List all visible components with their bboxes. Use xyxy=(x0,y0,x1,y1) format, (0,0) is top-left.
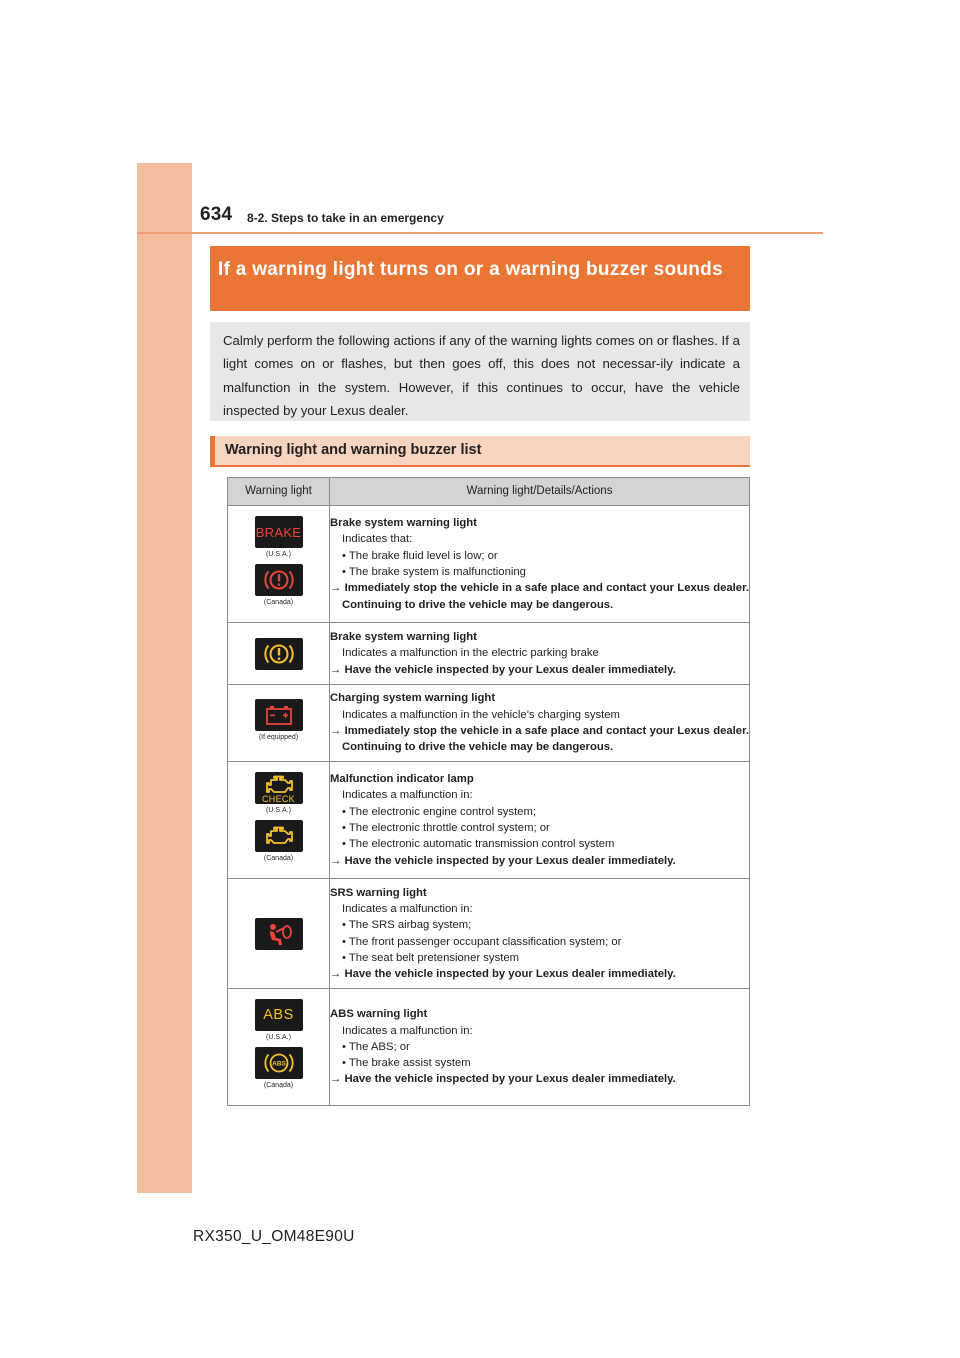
side-tab-band xyxy=(137,163,192,1193)
abs-text-label: ABS xyxy=(263,1006,294,1023)
column-header-details: Warning light/Details/Actions xyxy=(330,478,750,506)
warning-light-title: Brake system warning light xyxy=(330,517,477,530)
warning-light-bullet: • The brake assist system xyxy=(330,1055,749,1071)
brake-text-icon xyxy=(255,516,303,548)
table-row xyxy=(228,879,750,989)
warning-light-bullet: • The electronic automatic transmission control system xyxy=(330,836,749,852)
warning-light-title: Charging system warning light xyxy=(330,692,496,705)
table-row xyxy=(228,623,750,685)
intro-paragraph: Calmly perform the following actions if any of the warning lights comes on or flashes. If a light comes on or flashes, but then goes off, this does not necessar-ily indicate a malfunction in the system. However, if this continues to occur, have the vehicle inspected by your Lexus dealer. xyxy=(210,322,750,421)
icon-caption: (U.S.A.) xyxy=(266,551,291,558)
warning-light-bullet: • The ABS; or xyxy=(330,1039,749,1055)
warning-light-bullet: • The seat belt pretensioner system xyxy=(330,950,749,966)
table-header-row xyxy=(228,478,750,506)
engine-icon xyxy=(255,820,303,852)
warning-light-icons xyxy=(228,989,330,1106)
warning-light-icons xyxy=(228,506,330,623)
warning-light-action: → Have the vehicle inspected by your Lexus dealer immediately. xyxy=(330,853,749,869)
table-row xyxy=(228,989,750,1106)
warning-light-bullet: • The front passenger occupant classification system; or xyxy=(330,934,749,950)
brake-text-label: BRAKE xyxy=(255,524,302,540)
warning-light-action: → Have the vehicle inspected by your Lexus dealer immediately. xyxy=(330,662,749,678)
warning-light-details xyxy=(330,989,750,1106)
section-header: 8-2. Steps to take in an emergency xyxy=(247,211,444,225)
warning-light-bullet: • The brake fluid level is low; or xyxy=(330,548,749,564)
warning-light-title: Malfunction indicator lamp xyxy=(330,773,474,786)
warning-light-details xyxy=(330,685,750,762)
warning-light-title: Brake system warning light xyxy=(330,631,477,644)
warning-light-title: ABS warning light xyxy=(330,1008,428,1021)
icon-caption: (If equipped) xyxy=(258,734,299,741)
warning-light-intro: Indicates a malfunction in the vehicle’s charging system xyxy=(342,708,620,721)
warning-light-intro: Indicates that: xyxy=(342,533,413,546)
warning-light-bullet: • The SRS airbag system; xyxy=(330,917,749,933)
warning-light-bullet: • The brake system is malfunctioning xyxy=(330,564,749,580)
warning-light-title: SRS warning light xyxy=(330,886,427,899)
table-row xyxy=(228,506,750,623)
icon-caption: (Canada) xyxy=(263,599,294,606)
table-row xyxy=(228,685,750,762)
page-number: 634 xyxy=(200,204,233,225)
warning-light-details xyxy=(330,879,750,989)
abs-text-icon xyxy=(255,999,303,1031)
warning-light-action: → Immediately stop the vehicle in a safe place and contact your Lexus dealer. Continuing to drive the vehicle may be dangerous. xyxy=(330,723,749,756)
abs-circle-icon xyxy=(255,1047,303,1079)
icon-caption: (U.S.A.) xyxy=(266,807,291,814)
icon-caption: (Canada) xyxy=(263,855,294,862)
warning-light-action: → Have the vehicle inspected by your Lexus dealer immediately. xyxy=(330,1071,749,1087)
battery-icon xyxy=(255,699,303,731)
brake-circle-icon xyxy=(255,638,303,670)
warning-light-intro: Indicates a malfunction in: xyxy=(342,1024,473,1037)
warning-light-action: → Immediately stop the vehicle in a safe place and contact your Lexus dealer. Continuing to drive the vehicle may be dangerous. xyxy=(330,580,749,613)
warning-light-intro: Indicates a malfunction in the electric parking brake xyxy=(342,647,599,660)
engine-check-icon xyxy=(255,772,303,804)
warning-light-bullet: • The electronic throttle control system; or xyxy=(330,820,749,836)
srs-airbag-icon xyxy=(255,918,303,950)
warning-light-table xyxy=(227,477,750,1106)
warning-light-bullet: • The electronic engine control system; xyxy=(330,804,749,820)
header-rule xyxy=(137,232,823,234)
warning-light-intro: Indicates a malfunction in: xyxy=(342,789,473,802)
warning-light-details xyxy=(330,506,750,623)
column-header-warning-light: Warning light xyxy=(228,478,330,506)
warning-light-icons xyxy=(228,879,330,989)
brake-circle-icon xyxy=(255,564,303,596)
svg-text:ABS: ABS xyxy=(271,1060,286,1068)
warning-light-details xyxy=(330,623,750,685)
table-row xyxy=(228,762,750,879)
warning-light-action: → Have the vehicle inspected by your Lexus dealer immediately. xyxy=(330,966,749,982)
warning-light-details xyxy=(330,762,750,879)
icon-caption: (Canada) xyxy=(263,1082,294,1089)
section-title: If a warning light turns on or a warning buzzer sounds xyxy=(210,246,750,311)
warning-light-intro: Indicates a malfunction in: xyxy=(342,902,473,915)
warning-light-icons xyxy=(228,762,330,879)
warning-light-icons xyxy=(228,685,330,762)
warning-light-icons xyxy=(228,623,330,685)
check-label: CHECK xyxy=(261,793,295,804)
icon-caption: (U.S.A.) xyxy=(266,1034,291,1041)
footer-code: RX350_U_OM48E90U xyxy=(193,1228,355,1245)
subheading: Warning light and warning buzzer list xyxy=(210,436,750,467)
